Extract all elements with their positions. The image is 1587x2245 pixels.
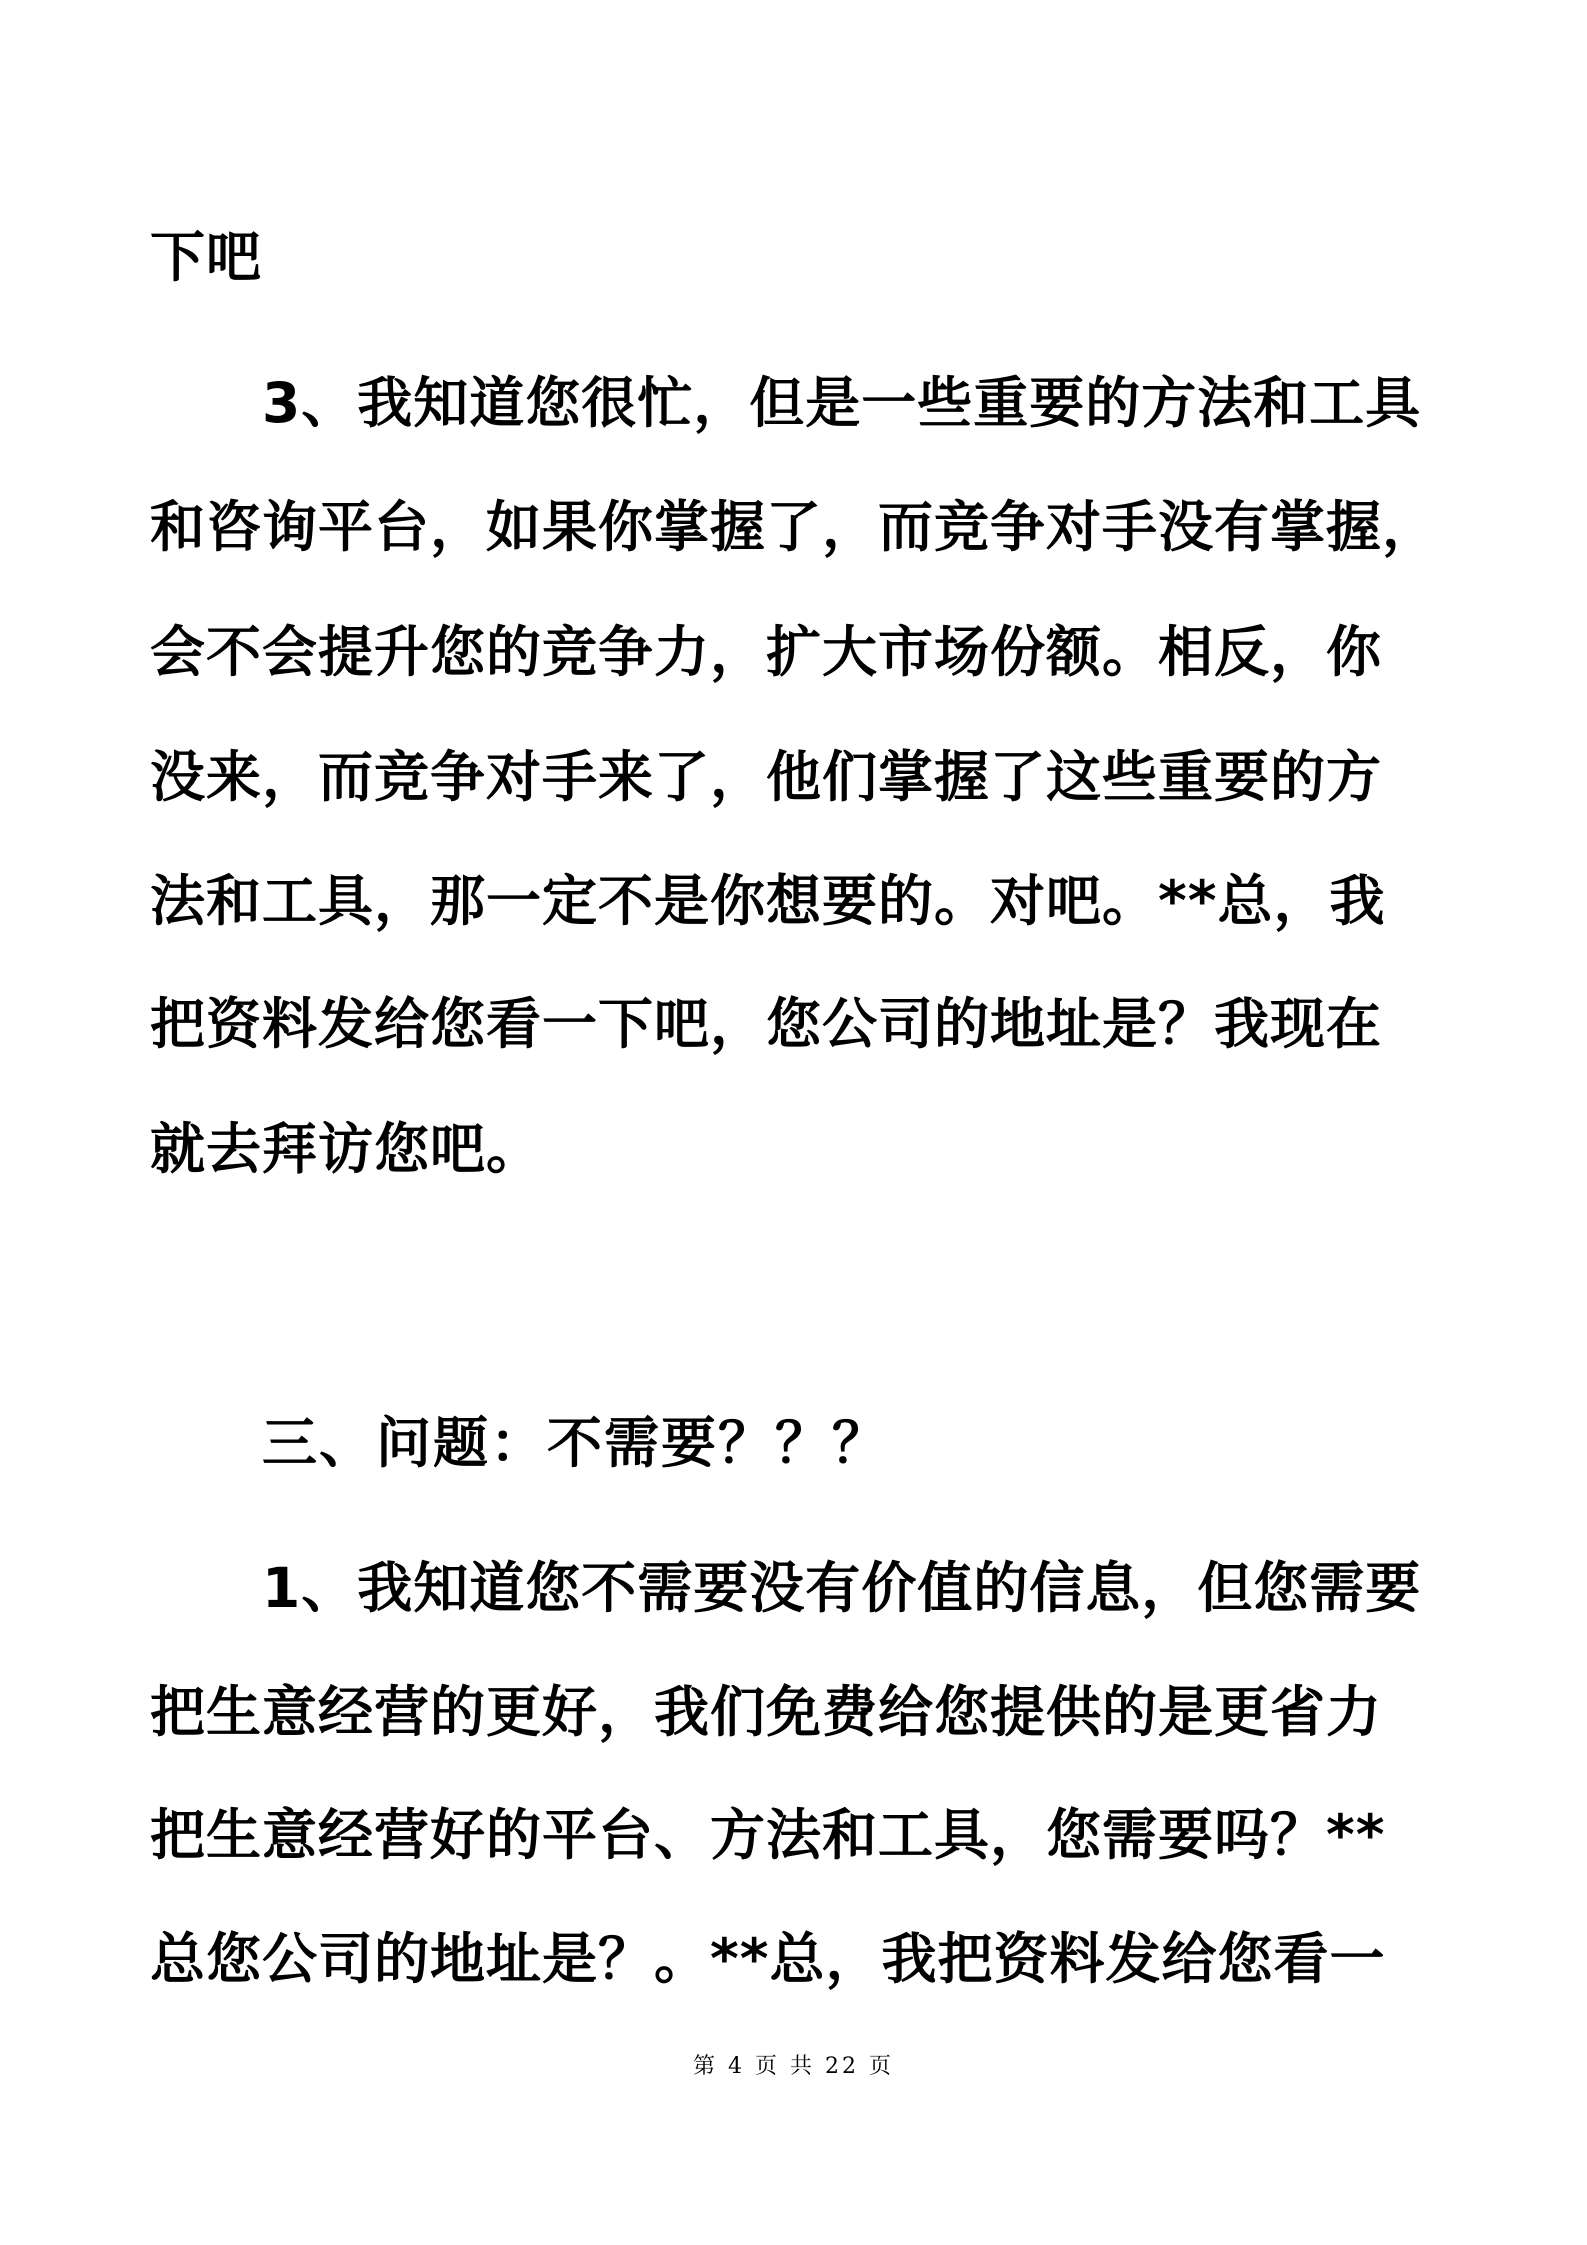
text-line: 把资料发给您看一下吧，您公司的地址是？我现在 — [150, 992, 1383, 1056]
text-line: 下吧 — [150, 225, 263, 289]
page-number-footer: 第 4 页 共 22 页 — [693, 2054, 894, 2079]
text-line: 会不会提升您的竞争力，扩大市场份额。相反，你 — [150, 620, 1383, 684]
text-line: 把生意经营的更好，我们免费给您提供的是更省力 — [150, 1680, 1383, 1744]
section-heading: 三、问题：不需要？？？ — [262, 1411, 890, 1475]
text-line: 就去拜访您吧。 — [150, 1117, 543, 1181]
text-line: 把生意经营好的平台、方法和工具，您需要吗？** — [150, 1803, 1386, 1867]
text-line: 法和工具，那一定不是你想要的。对吧。**总，我 — [150, 869, 1386, 933]
text-line: 和咨询平台，如果你掌握了，而竞争对手没有掌握， — [150, 495, 1439, 559]
text-line: 总您公司的地址是？。**总，我把资料发给您看一 — [150, 1927, 1386, 1991]
paragraph-1-first-line: 1、我知道您不需要没有价值的信息，但您需要 — [262, 1556, 1422, 1620]
text-line: 没来，而竞争对手来了，他们掌握了这些重要的方 — [150, 745, 1383, 809]
paragraph-3-first-line: 3、我知道您很忙，但是一些重要的方法和工具 — [262, 371, 1422, 435]
